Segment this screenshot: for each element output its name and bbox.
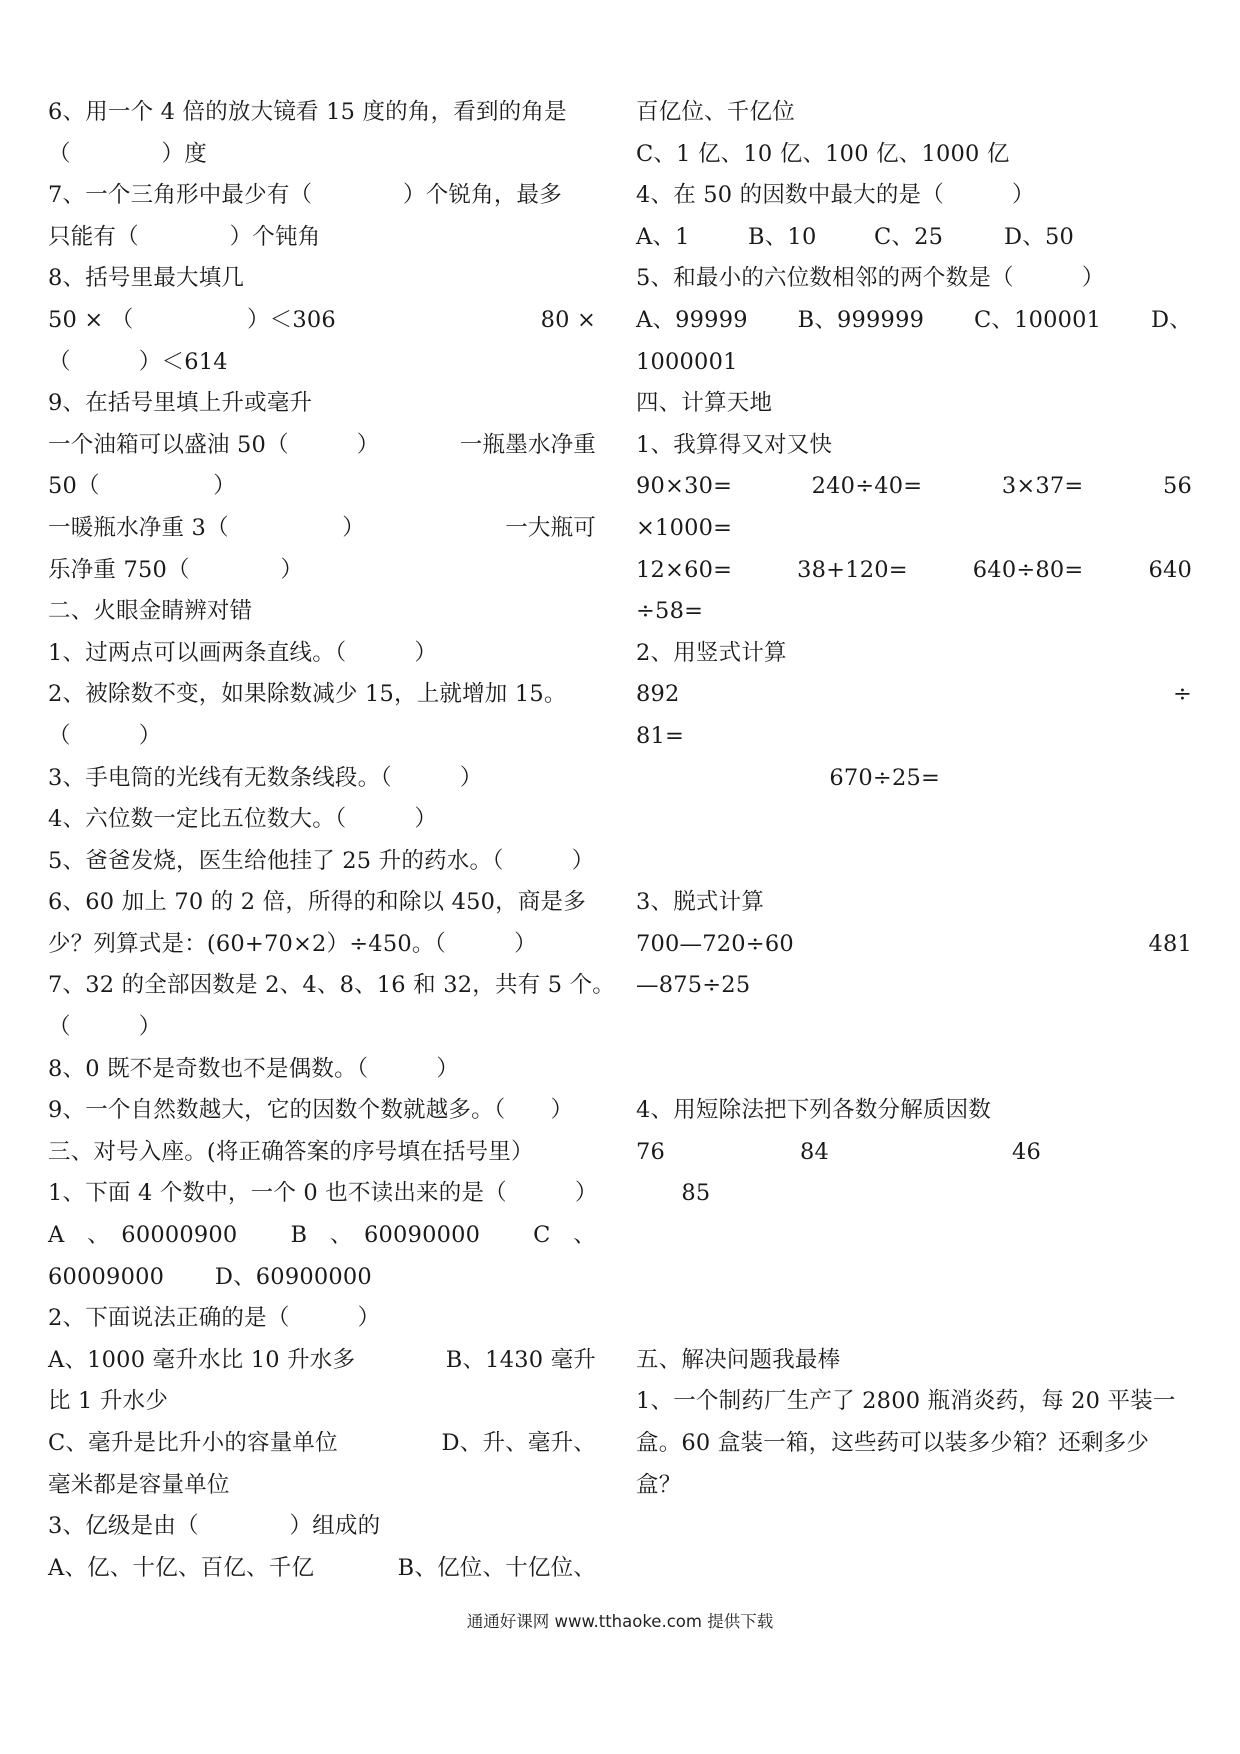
- q9-item-a1: 一个油箱可以盛油 50（ ）: [48, 431, 380, 458]
- calc-2-expr-a: 892: [636, 681, 680, 708]
- calc-1-expr-4: 56: [1162, 473, 1192, 500]
- choice-1-option-a: A 、 60000900: [48, 1222, 238, 1249]
- calc-2-divide-sign: ÷: [1172, 681, 1192, 708]
- calc-2-expr-b: 670÷25=: [829, 764, 941, 791]
- right-column: [636, 92, 1192, 1506]
- calc-1-expr-8: 640: [1148, 556, 1192, 583]
- calc-1-expr-1: 90×30=: [636, 473, 733, 500]
- calc-1-expr-5: 12×60=: [636, 556, 733, 583]
- calc-2-expr-a-cont: 81=: [636, 722, 685, 749]
- judge-7: 7、32 的全部因数是 2、4、8、16 和 32，共有 5 个。: [48, 972, 615, 999]
- section-5-title: 五、解决问题我最棒: [636, 1346, 841, 1373]
- judge-1: 1、过两点可以画两条直线。（ ）: [48, 639, 438, 666]
- choice-1-option-b: B 、 60090000: [290, 1222, 481, 1249]
- choice-4-option-c: C、25: [874, 223, 944, 250]
- q9-item-c1: 一暖瓶水净重 3（ ）: [48, 514, 365, 541]
- calc-4-row-2: [636, 1173, 1192, 1215]
- choice-1-option-c: C 、: [533, 1222, 596, 1249]
- choice-2-option-a: A、1000 毫升水比 10 升水多: [48, 1346, 356, 1373]
- choice-5-option-b: B、999999: [797, 306, 925, 333]
- judge-5: 5、爸爸发烧，医生给他挂了 25 升的药水。（ ）: [48, 847, 595, 874]
- choice-2-options-2: [48, 1423, 596, 1465]
- q9-title: 9、在括号里填上升或毫升: [48, 390, 313, 417]
- choice-1-options-2: [48, 1257, 596, 1299]
- calc-4-numbers: [636, 1132, 1192, 1174]
- choice-3-option-b-cont: 百亿位、千亿位: [636, 99, 795, 125]
- choice-4-option-a: A、1: [636, 223, 690, 250]
- calc-2-title: 2、用竖式计算: [636, 639, 787, 666]
- judge-7-bracket: （ ）: [48, 1014, 162, 1041]
- choice-3: 3、亿级是由（ ）组成的: [48, 1513, 381, 1540]
- choice-2: 2、下面说法正确的是（ ）: [48, 1305, 381, 1332]
- judge-2-bracket: （ ）: [48, 722, 162, 749]
- choice-3-options: [48, 1548, 596, 1590]
- problem-1-line-1: 1、一个制药厂生产了 2800 瓶消炎药，每 20 平装一: [636, 1388, 1176, 1415]
- calc-4-number-1: 76: [636, 1138, 666, 1165]
- q7-line-1: 7、一个三角形中最少有（ ）个锐角，最多: [48, 182, 562, 209]
- choice-5-options: [636, 300, 1192, 342]
- choice-1-option-c-value: 60009000: [48, 1263, 165, 1290]
- calc-3-expr-b-cont: —875÷25: [636, 972, 751, 999]
- problem-1-line-2: 盒。60 盒装一箱，这些药可以装多少箱？还剩多少: [636, 1430, 1150, 1456]
- judge-4: 4、六位数一定比五位数大。（ ）: [48, 806, 438, 833]
- choice-5: 5、和最小的六位数相邻的两个数是（ ）: [636, 265, 1105, 292]
- q7-line-2: 只能有（ ）个钝角: [48, 223, 321, 250]
- choice-2-option-b-cont: 比 1 升水少: [48, 1388, 169, 1415]
- calc-4-number-4: 85: [681, 1180, 711, 1207]
- calc-4-number-2: 84: [800, 1138, 830, 1165]
- q9-row-1: [48, 425, 596, 467]
- q6-line-1: 6、用一个 4 倍的放大镜看 15 度的角，看到的角是: [48, 99, 567, 125]
- choice-3-option-c: C、1 亿、10 亿、100 亿、1000 亿: [636, 140, 1010, 167]
- choice-2-options-1: [48, 1340, 596, 1382]
- calc-1-row-1-cont: ×1000=: [636, 514, 733, 541]
- choice-5-option-c: C、100001: [973, 306, 1102, 333]
- calc-3-expr-a: 700—720÷60: [636, 930, 794, 957]
- choice-5-option-a: A、99999: [636, 306, 748, 333]
- choice-5-option-d-value: 1000001: [636, 348, 738, 375]
- q6-line-2: （ ）度: [48, 140, 207, 167]
- calc-1-expr-3: 3×37=: [1001, 473, 1084, 500]
- q8-item-a: 50 × （ ）＜306: [48, 306, 336, 333]
- choice-1-options: [48, 1215, 596, 1257]
- calc-1-expr-7: 640÷80=: [972, 556, 1084, 583]
- choice-3-option-a: A、亿、十亿、百亿、千亿: [48, 1554, 315, 1581]
- q8-row: [48, 300, 596, 342]
- judge-3: 3、手电筒的光线有无数条线段。（ ）: [48, 764, 483, 791]
- problem-1-line-3: 盒？: [636, 1471, 682, 1498]
- choice-4-options: [636, 217, 1192, 259]
- page-footer: 通通好课网 www.tthaoke.com 提供下载: [466, 1612, 774, 1631]
- calc-1-row-2: [636, 550, 1192, 592]
- choice-1: 1、下面 4 个数中，一个 0 也不读出来的是（ ）: [48, 1180, 598, 1207]
- judge-2: 2、被除数不变，如果除数减少 15，上就增加 15。: [48, 681, 567, 708]
- choice-4-option-d: D、50: [1004, 223, 1074, 250]
- q8-line-2: （ ）＜614: [48, 348, 228, 375]
- judge-6: 6、60 加上 70 的 2 倍，所得的和除以 450，商是多: [48, 889, 586, 916]
- q9-item-c2: 一大瓶可: [505, 514, 596, 541]
- calc-3-expr-b: 481: [1148, 930, 1192, 957]
- q8-item-b: 80 ×: [540, 306, 596, 333]
- calc-2-row-2: [636, 758, 1192, 800]
- calc-1-row-1: [636, 466, 1192, 508]
- calc-1-expr-6: 38+120=: [797, 556, 908, 583]
- calc-1-row-2-cont: ÷58=: [636, 598, 704, 625]
- choice-3-option-b: B、亿位、十亿位、: [397, 1554, 596, 1581]
- q8-title: 8、括号里最大填几: [48, 265, 245, 292]
- calc-3-title: 3、脱式计算: [636, 889, 765, 916]
- choice-4: 4、在 50 的因数中最大的是（ ）: [636, 182, 1035, 209]
- judge-6-line-2: 少？列算式是：(60+70×2）÷450。（ ）: [48, 930, 537, 957]
- calc-1-title: 1、我算得又对又快: [636, 431, 833, 458]
- section-3-title: 三、对号入座。(将正确答案的序号填在括号里）: [48, 1138, 534, 1165]
- q9-item-a2: 一瓶墨水净重: [459, 431, 596, 458]
- section-4-title: 四、计算天地: [636, 390, 773, 417]
- calc-3-row: [636, 924, 1192, 966]
- judge-9: 9、一个自然数越大，它的因数个数就越多。（ ）: [48, 1097, 574, 1124]
- section-2-title: 二、火眼金睛辨对错: [48, 598, 253, 625]
- choice-4-option-b: B、10: [748, 223, 817, 250]
- q9-row-2: 50（ ）: [48, 473, 236, 500]
- choice-2-option-b: B、1430 毫升: [445, 1346, 596, 1373]
- calc-2-row-1: [636, 674, 1192, 716]
- judge-8: 8、0 既不是奇数也不是偶数。（ ）: [48, 1055, 460, 1082]
- left-column: [48, 92, 615, 1589]
- choice-2-option-c: C、毫升是比升小的容量单位: [48, 1430, 338, 1456]
- q9-row-3: [48, 508, 596, 550]
- choice-5-option-d: D、: [1151, 306, 1192, 333]
- calc-4-title: 4、用短除法把下列各数分解质因数: [636, 1097, 992, 1124]
- calc-4-number-3: 46: [1012, 1138, 1042, 1165]
- choice-2-option-d-cont: 毫米都是容量单位: [48, 1471, 230, 1498]
- q9-row-4: 乐净重 750（ ）: [48, 556, 304, 583]
- choice-1-option-d: D、60900000: [214, 1263, 372, 1290]
- choice-2-option-d: D、升、毫升、: [441, 1430, 596, 1456]
- calc-1-expr-2: 240÷40=: [811, 473, 923, 500]
